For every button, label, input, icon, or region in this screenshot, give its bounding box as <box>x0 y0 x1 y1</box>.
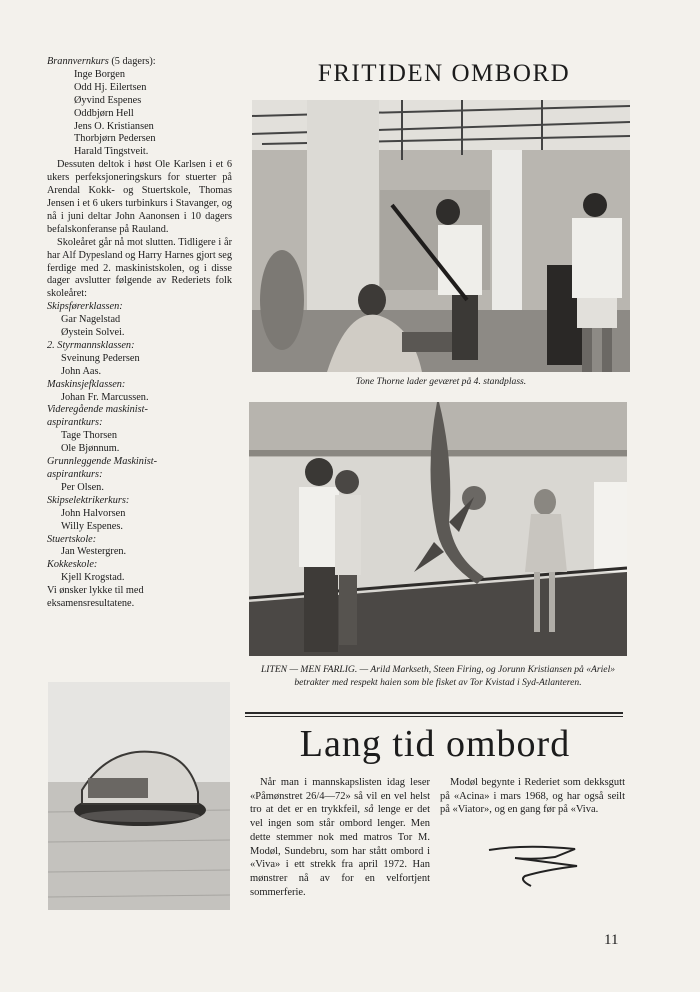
class-heading: 2. Styrmannsklassen: <box>47 339 135 351</box>
name-line: Kjell Krogstad. <box>61 572 125 584</box>
class-heading: Maskinsjefklassen: <box>47 378 126 390</box>
name-line: Johan Fr. Marcussen. <box>61 391 149 403</box>
article-text: lenge er det vel ingen som står ombord lenger. Men dette stemmer nok med matros Tor M. Modøl, Sundebru, som har stått ombord i «Viva» i ett strekk fra april 1972. Han mønstrer nå av for en velfortjent sommerferie. <box>250 804 430 898</box>
brann-heading: Brannvernkurs <box>47 56 109 67</box>
page-number: 11 <box>604 932 619 948</box>
name-line: Harald Tingstveit. <box>74 146 149 158</box>
name-line: Thorbjørn Pedersen <box>74 133 156 145</box>
name-line: Per Olsen. <box>61 481 104 493</box>
class-heading: Kokkeskole: <box>47 559 98 571</box>
photo-shark <box>249 402 627 656</box>
closing-line: Vi ønsker lykke til med eksamensresultatene. <box>47 585 144 610</box>
left-column <box>47 56 232 611</box>
photo-shooting-deck <box>252 100 630 372</box>
caption-photo-2: LITEN — MEN FARLIG. — Arild Markseth, Steen Firing, og Jorunn Kristiansen på «Ariel» betrakter med respekt haien som ble fisket av Tor Kvistad i Syd-Atlanteren. <box>260 664 616 688</box>
name-line: Ole Bjønnum. <box>61 443 120 455</box>
article-column-2: Modøl begynte i Rederiet som dekksgutt på «Acina» i mars 1968, og har også seilt på «Viator», og en gang før på «Viva. <box>440 777 625 816</box>
caption-photo-1: Tone Thorne lader geværet på 4. standplass. <box>355 376 527 387</box>
name-line: Tage Thorsen <box>61 430 117 442</box>
name-line: John Halvorsen <box>61 507 126 519</box>
class-heading: Skipselektrikerkurs: <box>47 494 130 506</box>
article-title: Lang tid ombord <box>299 723 571 765</box>
article-emphasis: så <box>364 804 374 816</box>
name-line: Willy Espenes. <box>61 520 123 532</box>
name-line: Oddbjørn Hell <box>74 107 134 119</box>
signature-mark <box>485 840 585 895</box>
brann-suffix: (5 dagers): <box>108 56 156 67</box>
brann-names <box>47 69 232 159</box>
name-line: Jens O. Kristiansen <box>74 120 154 132</box>
article-text: Når man i mannskapslisten idag leser «Påmønstret 26/4—72» så vil en vel helst tro at det er en trykkfeil, <box>250 777 430 816</box>
divider-rule <box>245 712 623 714</box>
class-heading: Videregående maskinist-aspirantkurs: <box>47 404 148 429</box>
name-line: Øystein Solvei. <box>61 327 125 339</box>
section-heading: FRITIDEN OMBORD <box>317 60 571 87</box>
name-line: Øyvind Espenes <box>74 94 142 106</box>
name-line: Sveinung Pedersen <box>61 352 140 364</box>
paragraph-courses: Dessuten deltok i høst Ole Karlsen i et 6 ukers perfeksjoneringskurs for stuerter på Arendal Kokk- og Stuertskole, Thomas Jensen i et 6 ukers turbinkurs i Stavanger, og nå i juni deltar John Aanonsen i 10 dagers befalskonferanse på Rauland. <box>47 159 232 235</box>
class-heading: Stuertskole: <box>47 533 97 545</box>
paragraph-schoolyear: Skoleåret går nå mot slutten. Tidligere i år har Alf Dypesland og Harry Harnes gjort seg ferdige med 2. maskinistskolen, og i disse dager avslutter følgende av Rederiets folk skoleåret: <box>47 236 233 300</box>
brann-heading-line <box>47 56 232 69</box>
photo-life-raft <box>48 682 230 910</box>
name-line: Jan Westergren. <box>61 546 127 558</box>
name-line: Inge Borgen <box>74 68 125 80</box>
name-line: Gar Nagelstad <box>61 314 121 326</box>
name-line: Odd Hj. Eilertsen <box>74 81 147 93</box>
name-line: John Aas. <box>61 365 102 377</box>
class-heading: Grunnleggende Maskinist-aspirantkurs: <box>47 456 158 480</box>
divider-rule <box>245 716 623 717</box>
article-column-1 <box>250 776 430 899</box>
class-heading: Skipsførerklassen: <box>47 301 123 313</box>
